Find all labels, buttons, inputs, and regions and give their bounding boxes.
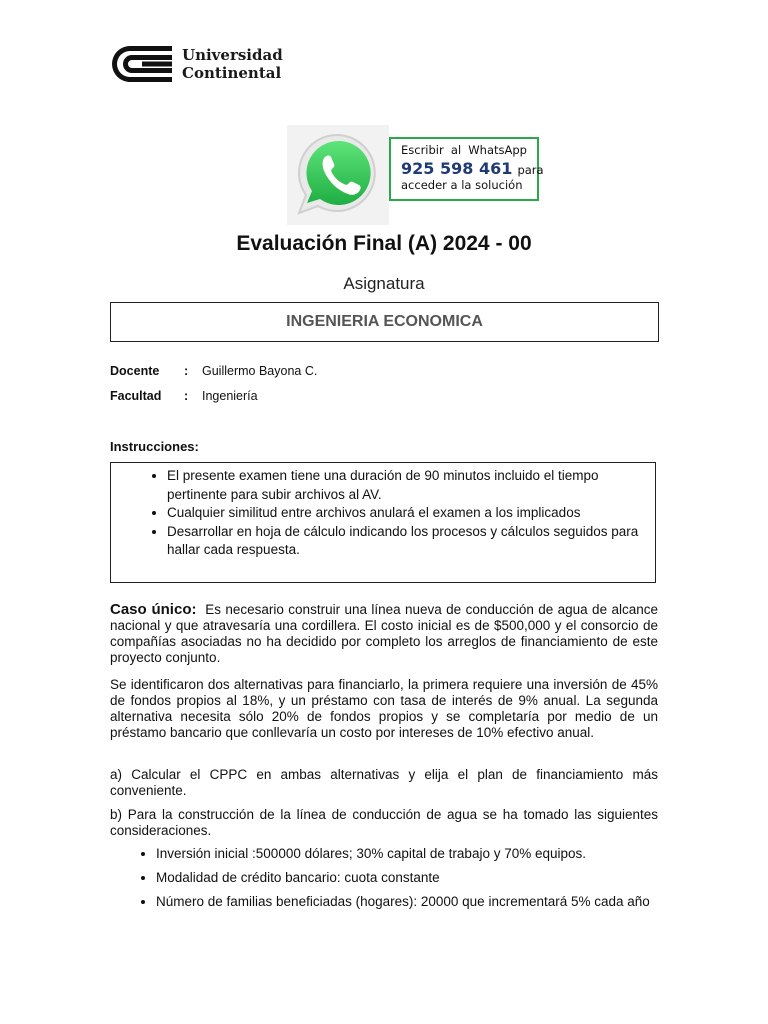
instructions-list (111, 467, 641, 560)
consideration-item: • Modalidad de crédito bancario: cuota constante (156, 870, 704, 886)
docente-value: Guillermo Bayona C. (202, 364, 318, 378)
question-a: a) Calcular el CPPC en ambas alternativas y elija el plan de financiamiento más conveniente. (110, 767, 658, 798)
promo-word-para: para (517, 163, 544, 177)
university-logo-mark-icon (108, 42, 174, 86)
considerations-list (110, 846, 704, 918)
question-b: b) Para la construcción de la línea de conducción de agua se ha tomado las siguientes consideraciones. (110, 807, 658, 838)
case-alternatives-paragraph: Se identificaron dos alternativas para financiarlo, la primera requiere una inversión de 45% de fondos propios al 18%, y un préstamo con tasa de interés de 9% anual. La segunda alternativa necesita sólo 20% de fondos propios y se completaría por medio de un préstamo bancario que conllevaría un costo por intereses de 10% efectivo anual. (110, 677, 658, 740)
case-lead: Caso único: (110, 601, 197, 618)
promo-phone-number: 925 598 461 (401, 159, 513, 178)
university-logo (108, 42, 288, 86)
university-name (182, 46, 283, 82)
exam-title: Evaluación Final (A) 2024 - 00 (236, 232, 532, 255)
instruction-item: • Desarrollar en hoja de cálculo indicando los procesos y cálculos seguidos para hallar cada respuesta. (167, 523, 641, 560)
case-intro-paragraph (110, 602, 658, 666)
instruction-item: • Cualquier similitud entre archivos anulará el examen a los implicados (167, 504, 641, 523)
whatsapp-promo-box (389, 137, 544, 201)
whatsapp-icon (287, 125, 389, 225)
facultad-colon: : (184, 389, 189, 403)
subject-label: Asignatura (343, 274, 425, 293)
docente-colon: : (184, 364, 189, 378)
facultad-value: Ingeniería (202, 389, 258, 403)
promo-line1 (401, 143, 527, 157)
docente-label: Docente (110, 364, 160, 378)
facultad-label: Facultad (110, 389, 162, 403)
case-intro-text: Es necesario construir una línea nueva de conducción de agua de alcance nacional y que atravesaría una cordillera. El costo inicial es de $500,000 y el consorcio de compañías asociadas no ha decidido por completo los arreglos de financiamiento de este proyecto conjunto. (110, 602, 658, 665)
promo-word-al: al (450, 143, 462, 157)
docente-row (110, 364, 317, 378)
promo-phone-row (401, 159, 544, 178)
instruction-item: • El presente examen tiene una duración de 90 minutos incluido el tiempo pertinente para subir archivos al AV. (167, 467, 641, 504)
consideration-item: • Número de familias beneficiadas (hogares): 20000 que incrementará 5% cada año (156, 894, 704, 910)
university-name-line1: Universidad (182, 46, 283, 64)
subject-name-box: INGENIERIA ECONOMICA (110, 302, 659, 342)
instructions-title: Instrucciones: (110, 439, 199, 454)
promo-word-escribir: Escribir (401, 143, 444, 157)
consideration-item: • Inversión inicial :500000 dólares; 30% capital de trabajo y 70% equipos. (156, 846, 704, 862)
facultad-row (110, 389, 258, 403)
promo-word-whatsapp: WhatsApp (468, 143, 527, 157)
university-name-line2: Continental (182, 64, 282, 82)
promo-line3: acceder a la solución (401, 178, 523, 192)
instructions-box (110, 462, 656, 583)
